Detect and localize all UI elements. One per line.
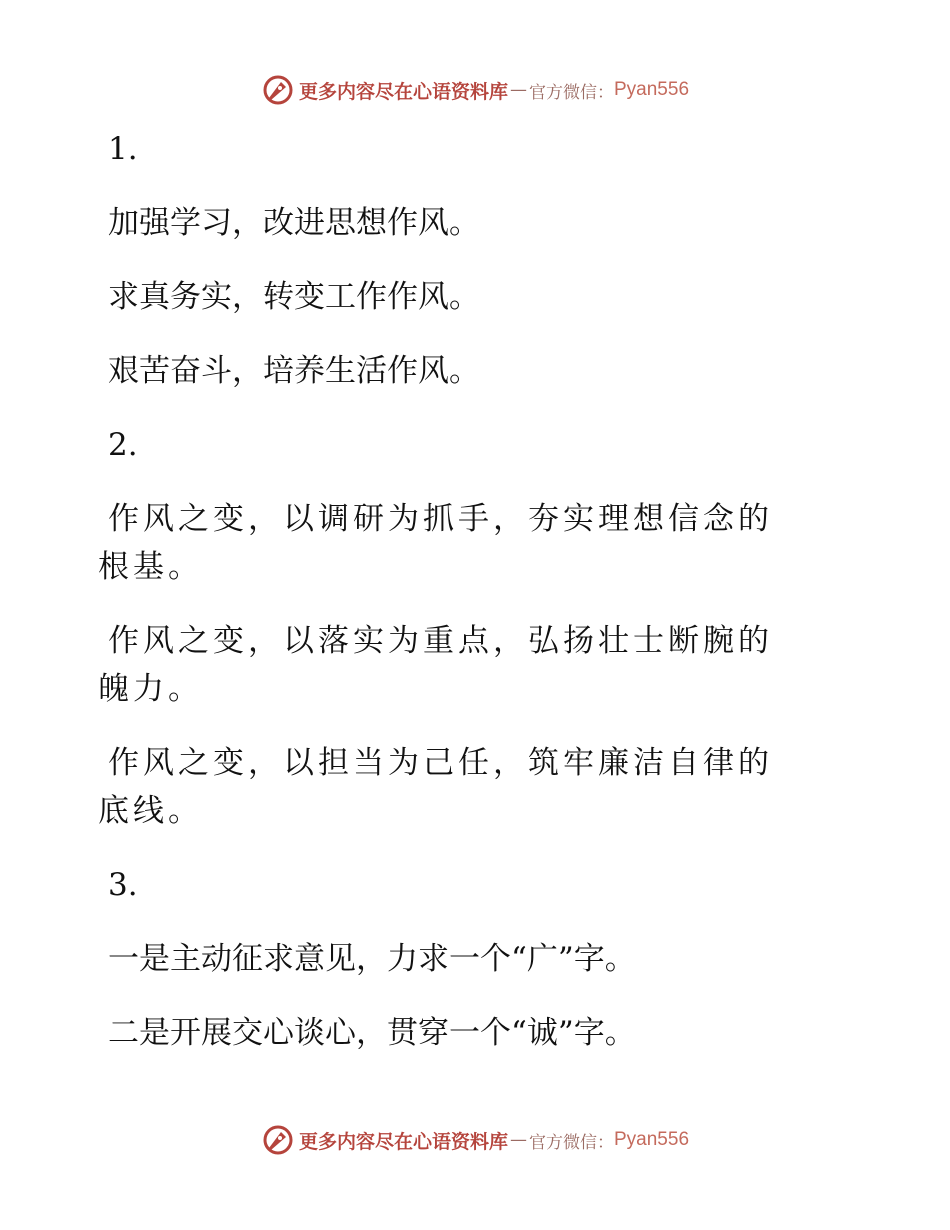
- list-item: 加强学习，改进思想作风。: [108, 205, 480, 241]
- document-body: [98, 125, 798, 1057]
- list-item: 作风之变，以调研为抓手，夯实理想信念的根基。: [98, 501, 773, 585]
- banner-dash: —: [510, 1130, 527, 1150]
- list-item: 作风之变，以担当为己任，筑牢廉洁自律的底线。: [98, 745, 773, 829]
- banner-prefix: 更多内容尽在心语资料库: [298, 80, 508, 103]
- list-item: 求真务实，转变工作作风。: [108, 279, 480, 315]
- banner-dash: —: [510, 80, 527, 100]
- header-banner: [0, 70, 950, 110]
- section-number: 1.: [108, 131, 138, 167]
- banner-suffix: 官方微信：: [529, 82, 614, 103]
- section-number: 3.: [108, 867, 138, 903]
- list-item: 作风之变，以落实为重点，弘扬壮士断腕的魄力。: [98, 623, 773, 707]
- footer-banner: [0, 1120, 950, 1160]
- list-item: 一是主动征求意见，力求一个“广”字。: [108, 941, 636, 977]
- list-item: 艰苦奋斗，培养生活作风。: [108, 353, 480, 389]
- banner-suffix: 官方微信：: [529, 1132, 614, 1153]
- banner-wechat-id: Pyan556: [614, 79, 690, 100]
- banner-prefix: 更多内容尽在心语资料库: [298, 1130, 508, 1153]
- section-number: 2.: [108, 427, 138, 463]
- list-item: 二是开展交心谈心，贯穿一个“诚”字。: [108, 1015, 636, 1051]
- pen-nib-logo-icon: [261, 1123, 295, 1157]
- pen-nib-logo-icon: [261, 73, 295, 107]
- banner-wechat-id: Pyan556: [614, 1129, 690, 1150]
